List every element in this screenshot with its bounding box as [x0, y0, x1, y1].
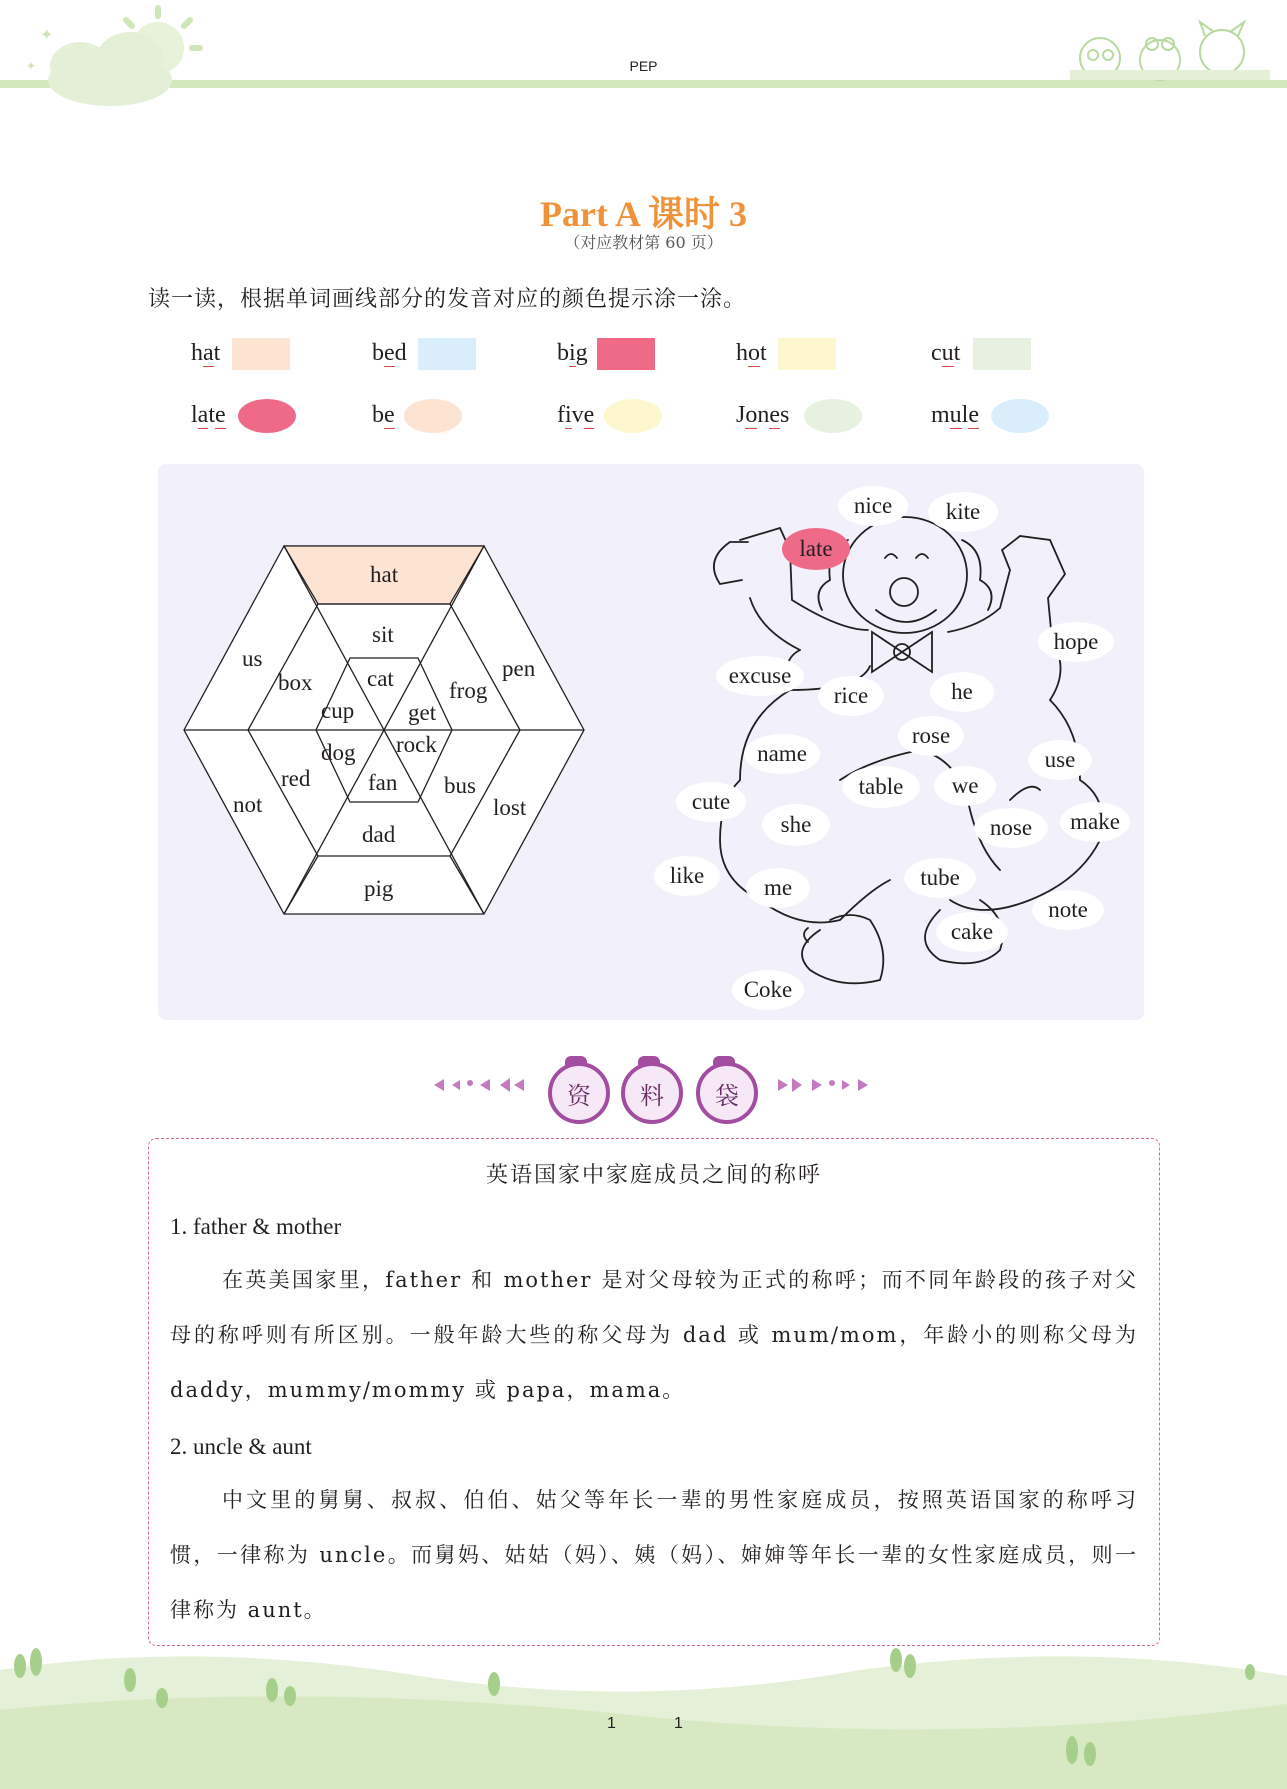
key-word-jones: Jones [736, 402, 790, 428]
clown-word[interactable]: rice [818, 676, 884, 716]
swatch-be[interactable] [404, 399, 462, 433]
info-section2-title: 2. uncle & aunt [170, 1434, 312, 1459]
info-section1-text: 在英美国家里，father 和 mother 是对父母较为正式的称呼；而不同年龄段的孩子对父母的称呼则有所区别。一般年龄大些的称父母为 dad 或 mum/mom，年龄小的则称父母为 daddy，mummy/mommy 或 papa，mama。 [170, 1268, 1138, 1402]
key-word-big: big [557, 340, 588, 366]
clown-word[interactable]: we [934, 766, 996, 806]
clown-word[interactable]: name [744, 734, 820, 774]
clown-word-filled[interactable]: late [782, 528, 850, 570]
info-section2-text: 中文里的舅舅、叔叔、伯伯、姑父等年长一辈的男性家庭成员，按照英语国家的称呼习惯，一律称为 uncle。而舅妈、姑姑（妈）、姨（妈）、婶婶等年长一辈的女性家庭成员，则一律称为 aunt。 [170, 1488, 1138, 1622]
page-number: 1 [607, 1715, 616, 1732]
key-word-five: five [557, 402, 595, 428]
info-badge: 资 [548, 1062, 610, 1124]
svg-text:✦: ✦ [26, 59, 37, 73]
clown-word[interactable]: note [1032, 890, 1104, 930]
clown-word[interactable]: like [654, 856, 720, 896]
swatch-mule[interactable] [991, 399, 1049, 433]
swatch-bed[interactable] [418, 338, 476, 370]
clown-word[interactable]: nice [838, 486, 908, 526]
hex-word[interactable]: not [233, 792, 263, 817]
hex-word[interactable]: pig [364, 876, 394, 901]
info-section1-title: 1. father & mother [170, 1214, 342, 1239]
key-word-hat: hat [191, 340, 221, 366]
clown-word[interactable]: rose [898, 716, 964, 756]
hex-word[interactable]: cup [321, 698, 355, 723]
hex-word[interactable]: hat [370, 562, 399, 587]
page-title: Part A 课时 3 [540, 194, 747, 234]
hex-word[interactable]: rock [396, 732, 437, 757]
hex-word[interactable]: lost [493, 795, 527, 820]
clown-word[interactable]: cute [676, 782, 746, 822]
clown-word[interactable]: excuse [716, 656, 804, 696]
clown-word[interactable]: hope [1038, 622, 1114, 662]
info-badge: 袋 [696, 1062, 758, 1124]
swatch-cut[interactable] [973, 338, 1031, 370]
clown-word[interactable]: make [1060, 802, 1130, 842]
hex-word[interactable]: red [281, 766, 311, 791]
clown-word[interactable]: table [842, 766, 920, 808]
swatch-five[interactable] [604, 399, 662, 433]
clown-word[interactable]: cake [936, 912, 1008, 952]
swatch-jones[interactable] [804, 399, 862, 433]
hex-word[interactable]: bus [444, 773, 476, 798]
hex-word[interactable]: fan [368, 770, 398, 795]
clown-word[interactable]: he [930, 672, 994, 712]
info-heading: 英语国家中家庭成员之间的称呼 [485, 1163, 822, 1188]
clown-word[interactable]: Coke [732, 970, 804, 1010]
hex-word[interactable]: sit [372, 622, 394, 647]
clown-word[interactable]: tube [904, 858, 976, 898]
clown-word[interactable]: nose [974, 808, 1048, 848]
header-label: PEP [629, 58, 658, 74]
footer-landscape [0, 1640, 1287, 1789]
key-word-be: be [372, 402, 395, 428]
key-word-cut: cut [931, 340, 961, 366]
fish-decoration-left [430, 1070, 530, 1100]
exercise-instruction: 读一读，根据单词画线部分的发音对应的颜色提示涂一涂。 [148, 287, 747, 312]
fish-decoration-right [772, 1070, 872, 1100]
hexagon-diagram [180, 540, 590, 920]
key-word-late: late [191, 402, 226, 428]
swatch-big[interactable] [597, 338, 655, 370]
hex-word[interactable]: dad [362, 822, 396, 847]
hex-word[interactable]: get [408, 700, 437, 725]
swatch-late[interactable] [238, 399, 296, 433]
clown-word[interactable]: me [746, 868, 810, 908]
page-subtitle: （对应教材第 60 页） [564, 233, 723, 252]
swatch-hat[interactable] [232, 338, 290, 370]
hex-word[interactable]: pen [502, 656, 536, 681]
clown-word[interactable]: kite [928, 492, 998, 532]
clown-word[interactable]: use [1028, 740, 1092, 780]
clown-word[interactable]: she [762, 804, 830, 846]
hex-word[interactable]: cat [367, 666, 394, 691]
hex-word[interactable]: dog [321, 740, 356, 765]
key-word-bed: bed [372, 340, 407, 366]
key-word-hot: hot [736, 340, 767, 366]
page-number: 1 [674, 1715, 683, 1732]
hex-word[interactable]: us [242, 646, 263, 671]
swatch-hot[interactable] [778, 338, 836, 370]
header-decoration [0, 0, 1287, 110]
svg-text:✦: ✦ [40, 25, 54, 44]
key-word-mule: mule [931, 402, 979, 428]
hex-word[interactable]: frog [449, 678, 488, 703]
info-badge: 料 [621, 1062, 683, 1124]
hex-word[interactable]: box [278, 670, 313, 695]
